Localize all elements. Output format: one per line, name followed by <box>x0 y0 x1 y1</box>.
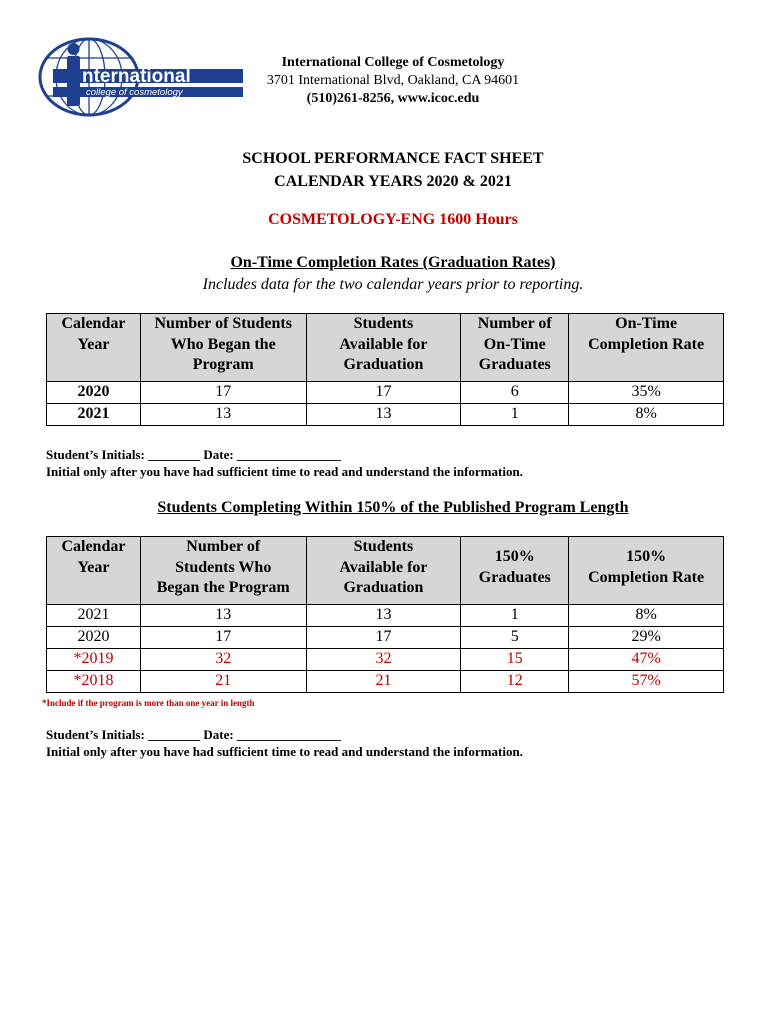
header-150-completion-rate: 150% Completion Rate <box>569 537 724 605</box>
cell-year: 2020 <box>47 382 141 404</box>
header-students-available: Students Available for Graduation <box>306 314 461 382</box>
cell-available: 13 <box>306 404 461 426</box>
table-row <box>47 671 724 693</box>
section2-title: Students Completing Within 150% of the Published Program Length <box>157 499 629 516</box>
document-subtitle: CALENDAR YEARS 2020 & 2021 <box>274 173 512 190</box>
cell-graduates: 1 <box>461 605 569 627</box>
school-header <box>248 54 538 108</box>
cell-graduates: 5 <box>461 627 569 649</box>
cell-graduates: 6 <box>461 382 569 404</box>
cell-rate: 8% <box>569 605 724 627</box>
cell-year: *2018 <box>47 671 141 693</box>
initials-line: Student’s Initials: ________ Date: ________________ <box>46 447 341 462</box>
header-students-began: Number of Students Who Began the Program <box>140 537 306 605</box>
school-address: 3701 International Blvd, Oakland, CA 94601 <box>266 73 520 88</box>
table-row <box>47 404 724 426</box>
cell-year: *2019 <box>47 649 141 671</box>
cell-rate: 35% <box>569 382 724 404</box>
on-time-completion-table <box>46 313 724 426</box>
cell-rate: 47% <box>569 649 724 671</box>
cell-began: 13 <box>140 404 306 426</box>
school-name: International College of Cosmetology <box>281 55 505 70</box>
cell-rate: 8% <box>569 404 724 426</box>
cell-graduates: 12 <box>461 671 569 693</box>
cell-began: 21 <box>140 671 306 693</box>
program-name: COSMETOLOGY-ENG 1600 Hours <box>268 211 518 228</box>
cell-began: 13 <box>140 605 306 627</box>
initials-instruction: Initial only after you have had sufficient time to read and understand the information. <box>46 744 523 759</box>
header-completion-rate: On-Time Completion Rate <box>569 314 724 382</box>
table-row <box>47 605 724 627</box>
section1-title: On-Time Completion Rates (Graduation Rates) <box>230 254 556 271</box>
table-header-row <box>47 314 724 382</box>
table-footnote: *Include if the program is more than one year in length <box>42 698 255 708</box>
table-row <box>47 627 724 649</box>
cell-available: 17 <box>306 627 461 649</box>
header-students-available: Students Available for Graduation <box>306 537 461 605</box>
header-on-time-graduates: Number of On-Time Graduates <box>461 314 569 382</box>
initials-block-2 <box>46 726 523 760</box>
initials-block-1 <box>46 446 523 480</box>
cell-available: 32 <box>306 649 461 671</box>
cell-year: 2021 <box>47 404 141 426</box>
document-title: SCHOOL PERFORMANCE FACT SHEET <box>242 150 544 167</box>
cell-began: 32 <box>140 649 306 671</box>
logo-sub-text: college of cosmetology <box>86 87 183 98</box>
completion-150-table <box>46 536 724 693</box>
cell-graduates: 1 <box>461 404 569 426</box>
cell-year: 2020 <box>47 627 141 649</box>
table-row <box>47 382 724 404</box>
cell-year: 2021 <box>47 605 141 627</box>
cell-available: 13 <box>306 605 461 627</box>
cell-rate: 29% <box>569 627 724 649</box>
section1-subtitle: Includes data for the two calendar years prior to reporting. <box>202 276 584 293</box>
header-students-began: Number of Students Who Began the Program <box>140 314 306 382</box>
cell-began: 17 <box>140 627 306 649</box>
cell-available: 17 <box>306 382 461 404</box>
table-header-row <box>47 537 724 605</box>
cell-rate: 57% <box>569 671 724 693</box>
initials-line: Student’s Initials: ________ Date: ________________ <box>46 727 341 742</box>
header-calendar-year: Calendar Year <box>47 537 141 605</box>
college-logo <box>22 36 244 118</box>
logo-main-text: nternational <box>82 66 191 87</box>
initials-instruction: Initial only after you have had sufficient time to read and understand the information. <box>46 464 523 479</box>
cell-began: 17 <box>140 382 306 404</box>
school-contact: (510)261-8256, www.icoc.edu <box>306 91 480 106</box>
header-150-graduates: 150% Graduates <box>461 537 569 605</box>
header-calendar-year: Calendar Year <box>47 314 141 382</box>
cell-graduates: 15 <box>461 649 569 671</box>
table-row <box>47 649 724 671</box>
cell-available: 21 <box>306 671 461 693</box>
